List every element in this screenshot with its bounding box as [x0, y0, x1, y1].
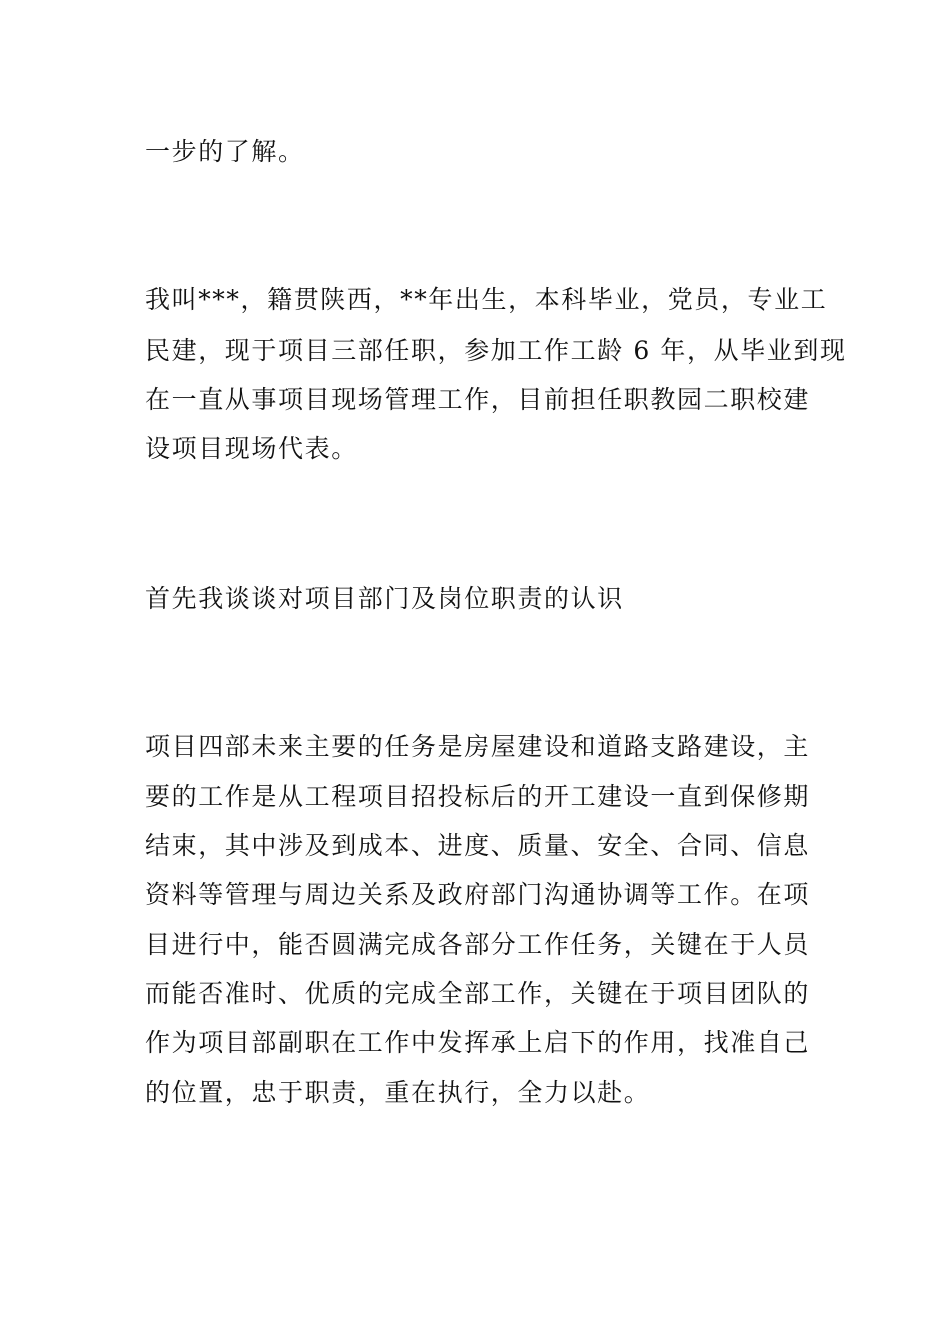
paragraph-4-line-4: 资料等管理与周边关系及政府部门沟通协调等工作。在项 [145, 880, 811, 909]
paragraph-2-line-2: 民建，现于项目三部任职，参加工作工龄 6 年，从毕业到现 [145, 336, 847, 365]
paragraph-1-line-1: 一步的了解。 [145, 137, 305, 166]
paragraph-4-line-2: 要的工作是从工程项目招投标后的开工建设一直到保修期 [145, 782, 811, 811]
section-heading: 首先我谈谈对项目部门及岗位职责的认识 [145, 584, 624, 613]
paragraph-4-line-7: 作为项目部副职在工作中发挥承上启下的作用，找准自己 [145, 1028, 811, 1057]
paragraph-4-line-3: 结束，其中涉及到成本、进度、质量、安全、合同、信息 [145, 831, 811, 860]
paragraph-4-line-8: 的位置，忠于职责，重在执行，全力以赴。 [145, 1078, 651, 1107]
paragraph-2-line-4: 设项目现场代表。 [145, 434, 358, 463]
paragraph-4-line-5: 目进行中，能否圆满完成各部分工作任务，关键在于人员 [145, 930, 811, 959]
paragraph-4-line-1: 项目四部未来主要的任务是房屋建设和道路支路建设，主 [145, 732, 811, 761]
paragraph-2-line-1: 我叫***，籍贯陕西，**年出生，本科毕业，党员，专业工 [145, 285, 828, 314]
paragraph-4-line-6: 而能否准时、优质的完成全部工作，关键在于项目团队的 [145, 979, 811, 1008]
paragraph-2-line-3: 在一直从事项目现场管理工作，目前担任职教园二职校建 [145, 385, 811, 414]
